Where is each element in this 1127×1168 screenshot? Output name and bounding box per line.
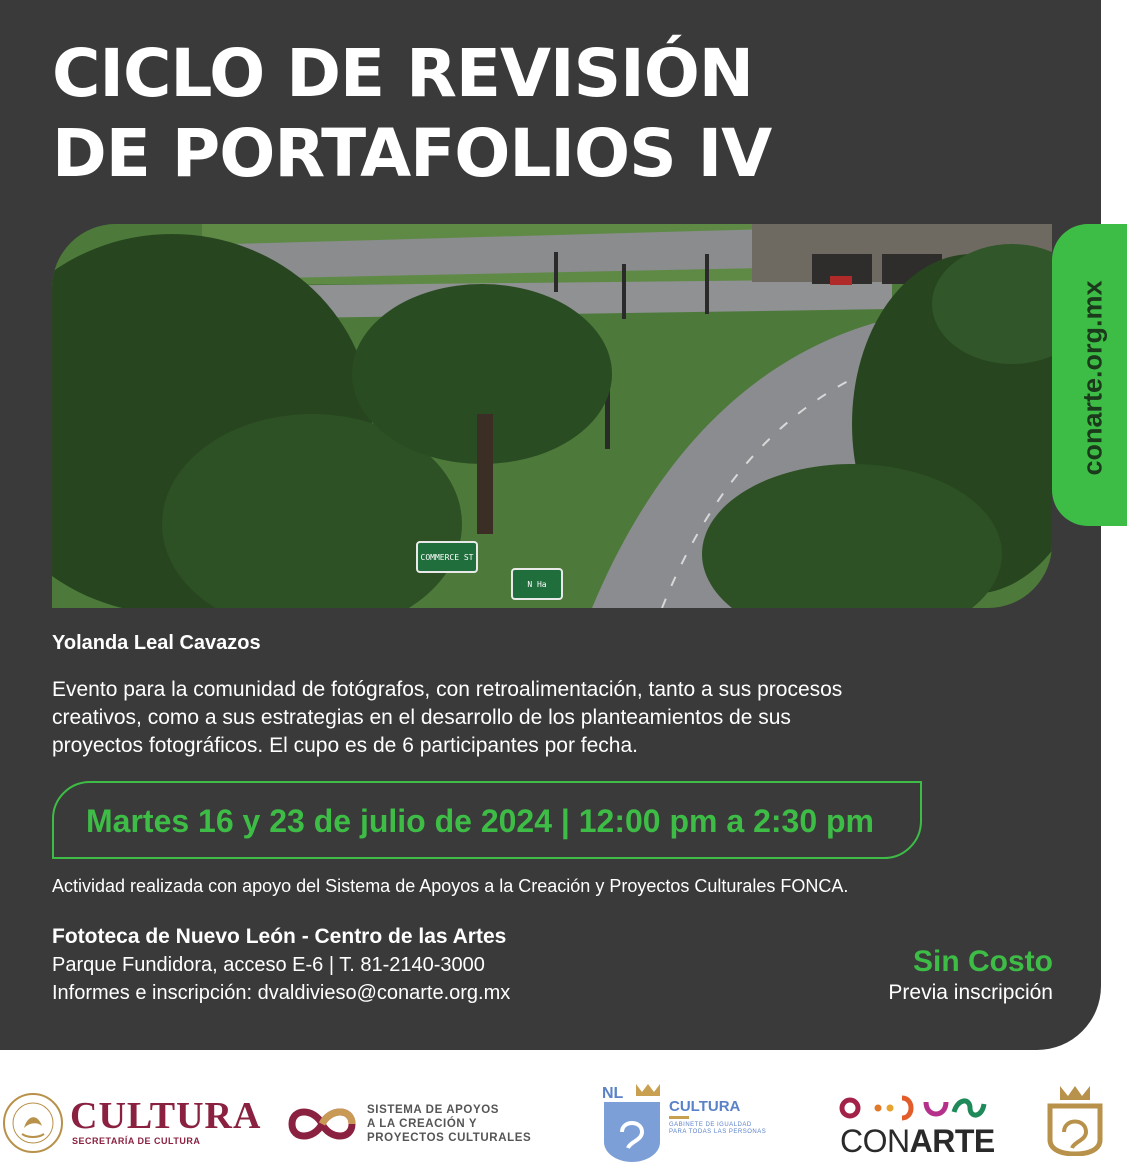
price-note: Previa inscripción (888, 981, 1053, 1004)
conarte-symbols-icon (838, 1094, 988, 1126)
crest-icon (1046, 1084, 1104, 1160)
cultura-logo-word: CULTURA (70, 1095, 262, 1137)
nl-sub-line-2: PARA TODAS LAS PERSONAS (669, 1129, 767, 1135)
conarte-logo-word (840, 1123, 995, 1160)
event-photo (52, 224, 1052, 608)
event-description (52, 676, 1052, 760)
nl-shield-icon (600, 1082, 664, 1168)
sistema-logo-text (367, 1103, 531, 1145)
description-line-3: proyectos fotográficos. El cupo es de 6 participantes por fecha. (52, 734, 639, 757)
website-url[interactable]: conarte.org.mx (1077, 280, 1108, 476)
venue-name: Fototeca de Nuevo León - Centro de las Artes (52, 925, 507, 948)
sistema-line-3: PROYECTOS CULTURALES (367, 1132, 532, 1144)
support-note: Actividad realizada con apoyo del Sistema de Apoyos a la Creación y Proyectos Culturales FONCA. (52, 876, 849, 896)
street-sign-second: N Ha (527, 580, 547, 589)
event-title (52, 34, 771, 194)
nl-sub-line-1: GABINETE DE IGUALDAD (669, 1122, 752, 1128)
conarte-part-1: CON (840, 1123, 910, 1159)
author-name: Yolanda Leal Cavazos (52, 632, 261, 654)
nl-divider (669, 1116, 689, 1119)
description-line-2: creativos, como a sus estrategias en el desarrollo de los planteamientos de sus (52, 706, 791, 729)
sistema-line-1: SISTEMA DE APOYOS (367, 1104, 500, 1116)
venue-contact[interactable]: Informes e inscripción: dvaldivieso@conarte.org.mx (52, 982, 511, 1004)
schedule-text: Martes 16 y 23 de julio de 2024 | 12:00 pm a 2:30 pm (86, 803, 874, 839)
cultura-seal-icon (2, 1092, 64, 1158)
nl-sub-text (669, 1122, 766, 1136)
infinity-logo-icon (286, 1100, 358, 1152)
nl-cultura-word: CULTURA (669, 1098, 741, 1115)
street-sign-commerce: COMMERCE ST (420, 553, 474, 562)
conarte-part-2: ARTE (909, 1123, 995, 1159)
schedule-box (52, 781, 922, 859)
nl-badge-text: NL (602, 1085, 624, 1102)
cultura-logo-sub: SECRETARÍA DE CULTURA (72, 1136, 201, 1146)
price-label: Sin Costo (913, 945, 1053, 978)
description-line-1: Evento para la comunidad de fotógrafos, con retroalimentación, tanto a sus procesos (52, 678, 843, 701)
venue-address: Parque Fundidora, acceso E-6 | T. 81-2140-3000 (52, 954, 485, 976)
title-line-1: CICLO DE REVISIÓN (52, 35, 754, 112)
sistema-line-2: A LA CREACIÓN Y (367, 1118, 478, 1130)
title-line-2: DE PORTAFOLIOS IV (52, 115, 772, 192)
